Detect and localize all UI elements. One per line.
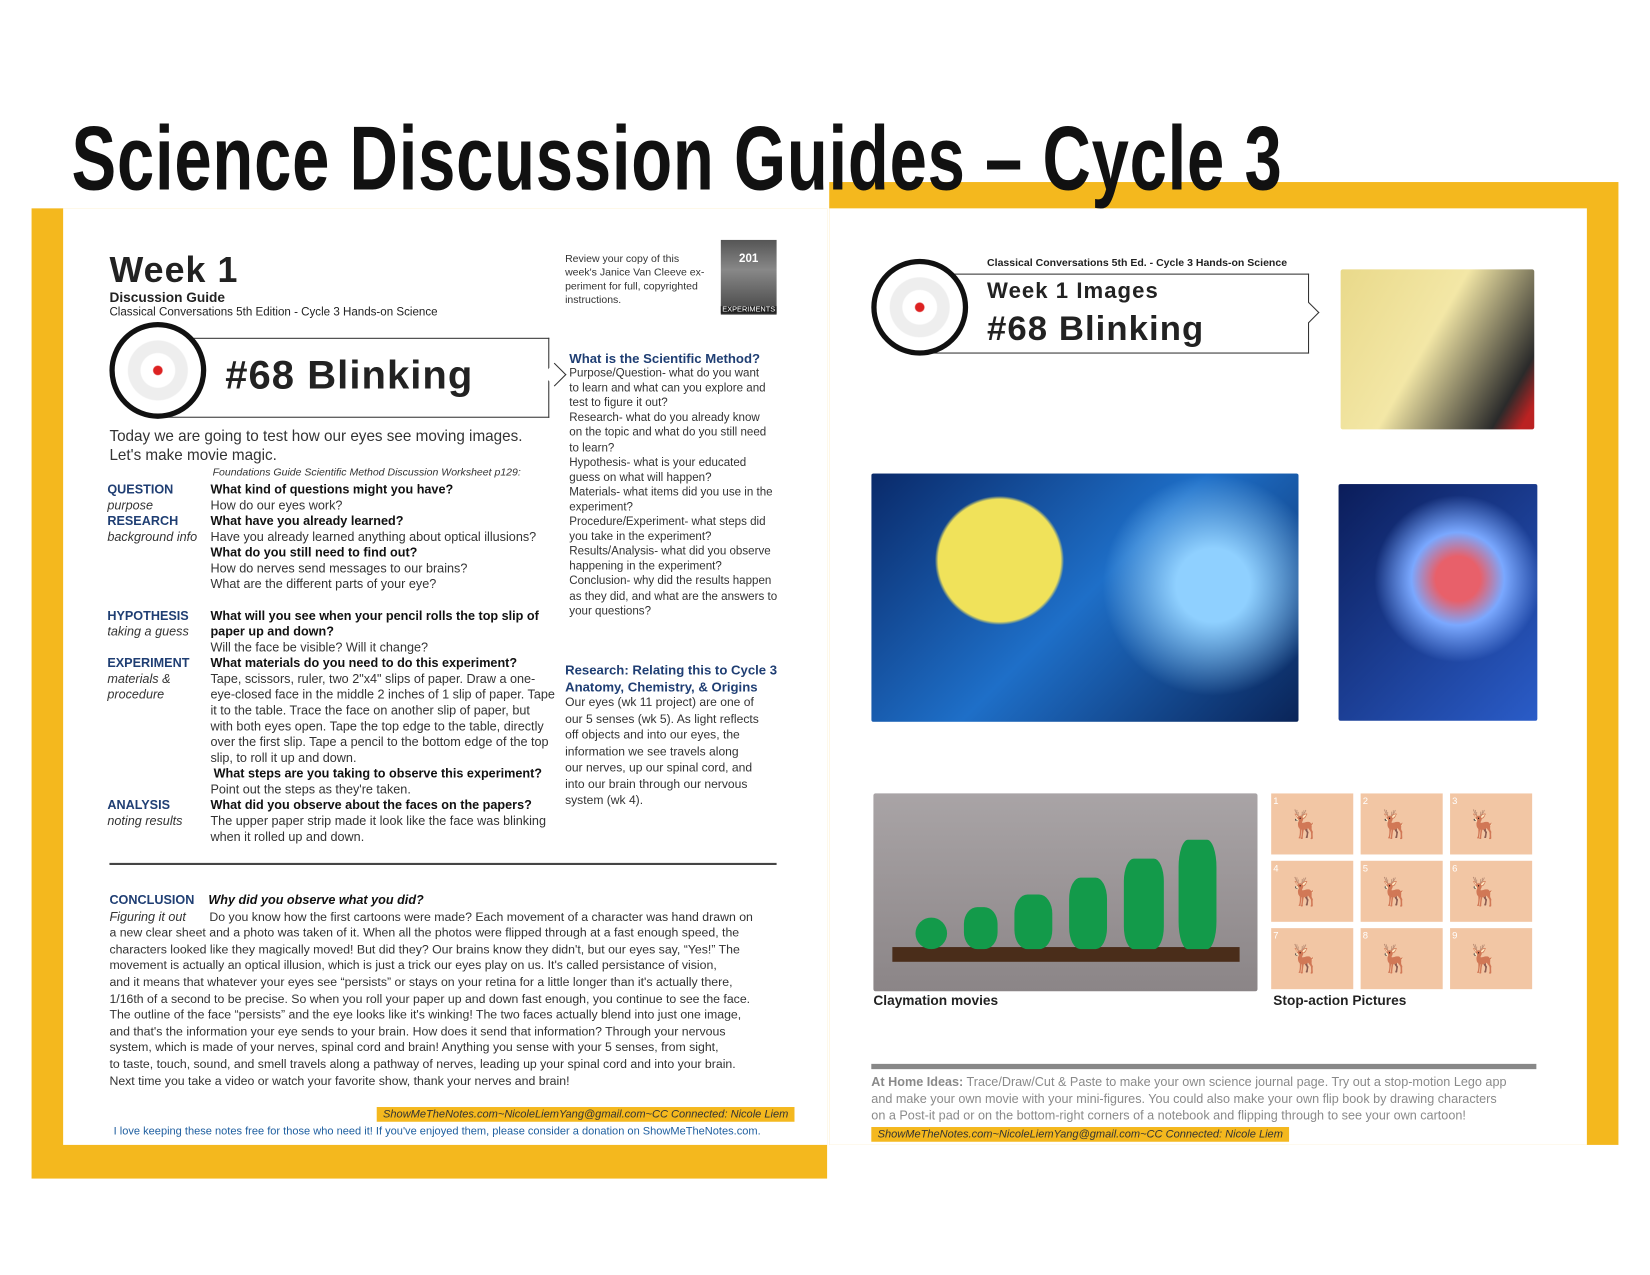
divider	[109, 863, 776, 865]
conclusion-section	[109, 892, 782, 1089]
discussion-guide-label: Discussion Guide	[109, 289, 225, 306]
research-box-heading: Research: Relating this to Cycle 3	[565, 662, 778, 678]
frame-number: 6	[1452, 862, 1458, 874]
frame-number: 4	[1273, 862, 1279, 874]
method-line: to learn?	[569, 441, 615, 455]
experiment-banner	[920, 274, 1309, 354]
worksheet-ref: Foundations Guide Scientific Method Discussion Worksheet p129:	[212, 467, 521, 479]
question-label: QUESTION	[107, 481, 174, 497]
question-text: What materials do you need to do this experiment?	[210, 655, 518, 671]
deer-icon: 🦌	[1377, 942, 1412, 975]
answer-text: How do nerves send messages to our brains?	[210, 560, 468, 576]
answer-text: What are the different parts of your eye?	[210, 576, 437, 592]
experiment-label: EXPERIMENT	[107, 655, 190, 671]
deer-icon: 🦌	[1377, 808, 1412, 840]
stop-action-deer-grid	[1271, 793, 1534, 991]
method-line: on the topic and what do you still need	[569, 426, 767, 440]
hypothesis-sub: taking a guess	[107, 624, 189, 639]
deer-frame	[1361, 793, 1443, 854]
answer-text: Will the face be visible? Will it change?	[210, 639, 429, 655]
at-home-line: Trace/Draw/Cut & Paste to make your own science journal page. Try out a stop-motion Lego app	[963, 1074, 1507, 1090]
footer-donate-link[interactable]: I love keeping these notes free for those who need it! If you've enjoyed them, please consider a donation on ShowMeTheNotes.com.	[113, 1124, 761, 1138]
edition-label: Classical Conversations 5th Edition - Cycle 3 Hands-on Science	[109, 306, 438, 319]
conclusion-line: Do you know how the first cartoons were made? Each movement of a character was hand drawn on	[209, 909, 753, 924]
deer-icon: 🦌	[1288, 875, 1323, 908]
experiment-sub: procedure	[107, 687, 165, 702]
answer-text: over the first slip. Tape a pencil to the bottom edge of the top	[210, 734, 549, 750]
research-line: into our brain through our nervous	[565, 778, 748, 791]
method-line: Procedure/Experiment- what steps did	[569, 515, 766, 529]
conclusion-line: Next time you take a video or watch your favorite show, thank your nerves and brain!	[109, 1073, 570, 1088]
research-line: information we see travels along	[565, 745, 739, 759]
intro-text: Today we are going to test how our eyes see moving images. Let's make movie magic.	[109, 428, 523, 465]
experiment-title: #68 Blinking	[987, 308, 1205, 348]
research-line: off objects and into our eyes, the	[565, 729, 740, 742]
research-box-heading: Anatomy, Chemistry, & Origins	[565, 679, 758, 694]
conclusion-line: 1/16th of a second to be precise. So when you roll your paper up and down fast enough, you continue to see the face.	[109, 991, 751, 1006]
conclusion-label: CONCLUSION	[109, 892, 195, 908]
answer-text: with both eyes open. Tape the top edge to the table, directly	[210, 718, 544, 734]
frame-number: 3	[1452, 795, 1458, 807]
deer-frame	[1450, 928, 1532, 989]
deer-icon: 🦌	[1288, 942, 1323, 975]
question-text: What do you still need to find out?	[210, 545, 418, 560]
deer-icon: 🦌	[1466, 942, 1501, 975]
method-line: your questions?	[569, 604, 652, 618]
answer-text: Have you already learned anything about optical illusions?	[210, 529, 537, 545]
deer-frame	[1271, 793, 1353, 854]
experiment-sub: materials &	[107, 671, 171, 687]
experiment-banner	[156, 338, 550, 418]
method-line: to learn and what can you explore and	[569, 382, 766, 395]
book-cover-image: 201 EXPERIMENTS	[721, 240, 777, 315]
answer-text: it to the table. Trace the face on another slip of paper, but	[210, 702, 530, 718]
footer-credit: ShowMeTheNotes.com~NicoleLiemYang@gmail.com~CC Connected: Nicole Liem	[377, 1107, 795, 1122]
analysis-sub: noting results	[107, 813, 183, 829]
deer-frame	[1361, 928, 1443, 989]
conclusion-line: to taste, touch, sound, and smell travels along a pathway of nerves, leading up your spinal cord and into your brain.	[109, 1057, 736, 1072]
method-line: Results/Analysis- what did you observe	[569, 545, 771, 558]
answer-text: slip, to roll it up and down.	[210, 750, 357, 766]
answer-text: Tape, scissors, ruler, two 2"x4" slips of paper. Draw a one-	[210, 671, 536, 687]
research-line: our 5 senses (wk 5). As light reflects	[565, 712, 759, 726]
deer-icon: 🦌	[1377, 875, 1412, 908]
method-line: Research- what do you already know	[569, 411, 760, 425]
scientific-method-sections	[107, 482, 570, 861]
left-page	[63, 208, 827, 1145]
frame-number: 8	[1362, 930, 1369, 941]
at-home-ideas	[871, 1073, 1506, 1124]
hypothesis-label: HYPOTHESIS	[107, 608, 189, 623]
method-heading: What is the Scientific Method?	[569, 351, 761, 367]
zoetrope-wheel-icon	[871, 259, 968, 356]
brain-nervous-system-image	[871, 474, 1298, 722]
answer-text: The upper paper strip made it look like the face was blinking	[210, 813, 546, 829]
conclusion-line: and it means that whatever your eyes see “persists” or stays on your retina for a little longer than it's actually there,	[109, 975, 733, 990]
footer-credit: ShowMeTheNotes.com~NicoleLiemYang@gmail.com~CC Connected: Nicole Liem	[871, 1127, 1289, 1142]
review-note: Review your copy of this week's Janice Van Cleeve ex- periment for full, copyrighted instructions.	[565, 253, 705, 307]
answer-text: when it rolled up and down.	[210, 829, 365, 844]
deer-frame	[1361, 861, 1443, 922]
research-line: system (wk 4).	[565, 794, 644, 808]
research-relating-box	[565, 663, 777, 810]
question-text: What kind of questions might you have?	[210, 481, 454, 497]
frame-number: 2	[1362, 795, 1369, 807]
question-text: What did you observe about the faces on the papers?	[210, 797, 532, 813]
page-title: Science Discussion Guides – Cycle 3	[71, 108, 1283, 210]
answer-text: eye-closed face in the middle 2 inches of 1 slip of paper. Tape	[210, 687, 555, 702]
research-label: RESEARCH	[107, 513, 179, 529]
brain-eye-image	[1339, 484, 1538, 721]
question-text: Why did you observe what you did?	[208, 892, 424, 908]
research-line: our nerves, up our spinal cord, and	[565, 761, 753, 775]
claymation-caption: Claymation movies	[873, 992, 999, 1009]
conclusion-line: characters looked like they magically moved! But did they? Our brains know they didn't, but our eyes say, “Yes!” The	[109, 942, 740, 957]
question-text: What have you already learned?	[210, 513, 404, 529]
deer-frame	[1271, 928, 1353, 989]
method-line: test to figure it out?	[569, 397, 668, 410]
conclusion-line: movement is actually an optical illusion, which is just a trick our eyes play on us. It's called persistance of vision,	[109, 959, 717, 973]
frame-number: 1	[1273, 795, 1279, 807]
zoetrope-wheel-icon	[109, 322, 206, 419]
answer-text: Point out the steps as they're taken.	[210, 781, 411, 797]
question-text: What will you see when your pencil rolls the top slip of	[210, 608, 539, 623]
frame-number: 9	[1452, 930, 1458, 941]
frame-number: 5	[1362, 862, 1369, 874]
method-line: happening in the experiment?	[569, 560, 722, 573]
deer-frame	[1450, 793, 1532, 854]
method-line: Hypothesis- what is your educated	[569, 456, 747, 469]
experiment-title: #68 Blinking	[225, 353, 474, 398]
conclusion-line: system, which is made of your nerves, spinal cord and brain! Anything you sense with your 5 senses, from sight,	[109, 1041, 719, 1055]
deer-icon: 🦌	[1466, 875, 1501, 908]
method-line: as they did, and what are the answers to	[569, 589, 778, 603]
stop-action-caption: Stop-action Pictures	[1273, 992, 1407, 1009]
research-line: Our eyes (wk 11 project) are one of	[565, 696, 754, 710]
divider	[871, 1064, 1536, 1069]
deer-icon: 🦌	[1466, 808, 1501, 840]
deer-frame	[1271, 861, 1353, 922]
scientific-method-box	[569, 351, 777, 618]
frame-number: 7	[1273, 930, 1279, 941]
right-page	[829, 208, 1587, 1145]
at-home-line: on a Post-it pad or on the bottom-right corners of a notebook and flipping through to see your own cartoon!	[871, 1108, 1466, 1123]
question-text: paper up and down?	[210, 624, 334, 639]
method-line: Purpose/Question- what do you want	[569, 367, 760, 380]
method-line: Materials- what items did you use in the	[569, 485, 773, 499]
week-images-heading: Week 1 Images	[987, 278, 1159, 304]
claymation-gumby-photo	[873, 793, 1257, 991]
conclusion-line: a new clear sheet and a photo was taken of it. When all the photos were flipped through at a fast enough speed, the	[109, 926, 740, 940]
deer-frame	[1450, 861, 1532, 922]
answer-text: How do our eyes work?	[210, 497, 343, 513]
conclusion-line: The outline of the face “persists” and the eye looks like it's winking! The two faces actually blend into just one image,	[109, 1008, 742, 1022]
conclusion-line: and that's the information your eye sends to your brain. How does it send that information? Through your nervous	[109, 1024, 726, 1039]
method-line: guess on what will happen?	[569, 471, 712, 484]
at-home-line: and make your own movie with your mini-figures. You could also make your own flip book by drawing characters	[871, 1091, 1497, 1106]
method-line: experiment?	[569, 500, 634, 514]
flip-book-photo	[1341, 269, 1535, 429]
conclusion-sub: Figuring it out	[109, 908, 186, 924]
method-line: Conclusion- why did the results happen	[569, 574, 772, 588]
analysis-label: ANALYSIS	[107, 797, 171, 813]
week-heading: Week 1	[109, 250, 239, 291]
question-sub: purpose	[107, 497, 153, 513]
method-line: you take in the experiment?	[569, 530, 712, 544]
at-home-label: At Home Ideas:	[871, 1074, 964, 1090]
deer-icon: 🦌	[1288, 808, 1323, 840]
question-text: What steps are you taking to observe this experiment?	[213, 766, 543, 781]
edition-label: Classical Conversations 5th Ed. - Cycle 3 Hands-on Science	[987, 257, 1288, 270]
research-sub: background info	[107, 529, 198, 545]
